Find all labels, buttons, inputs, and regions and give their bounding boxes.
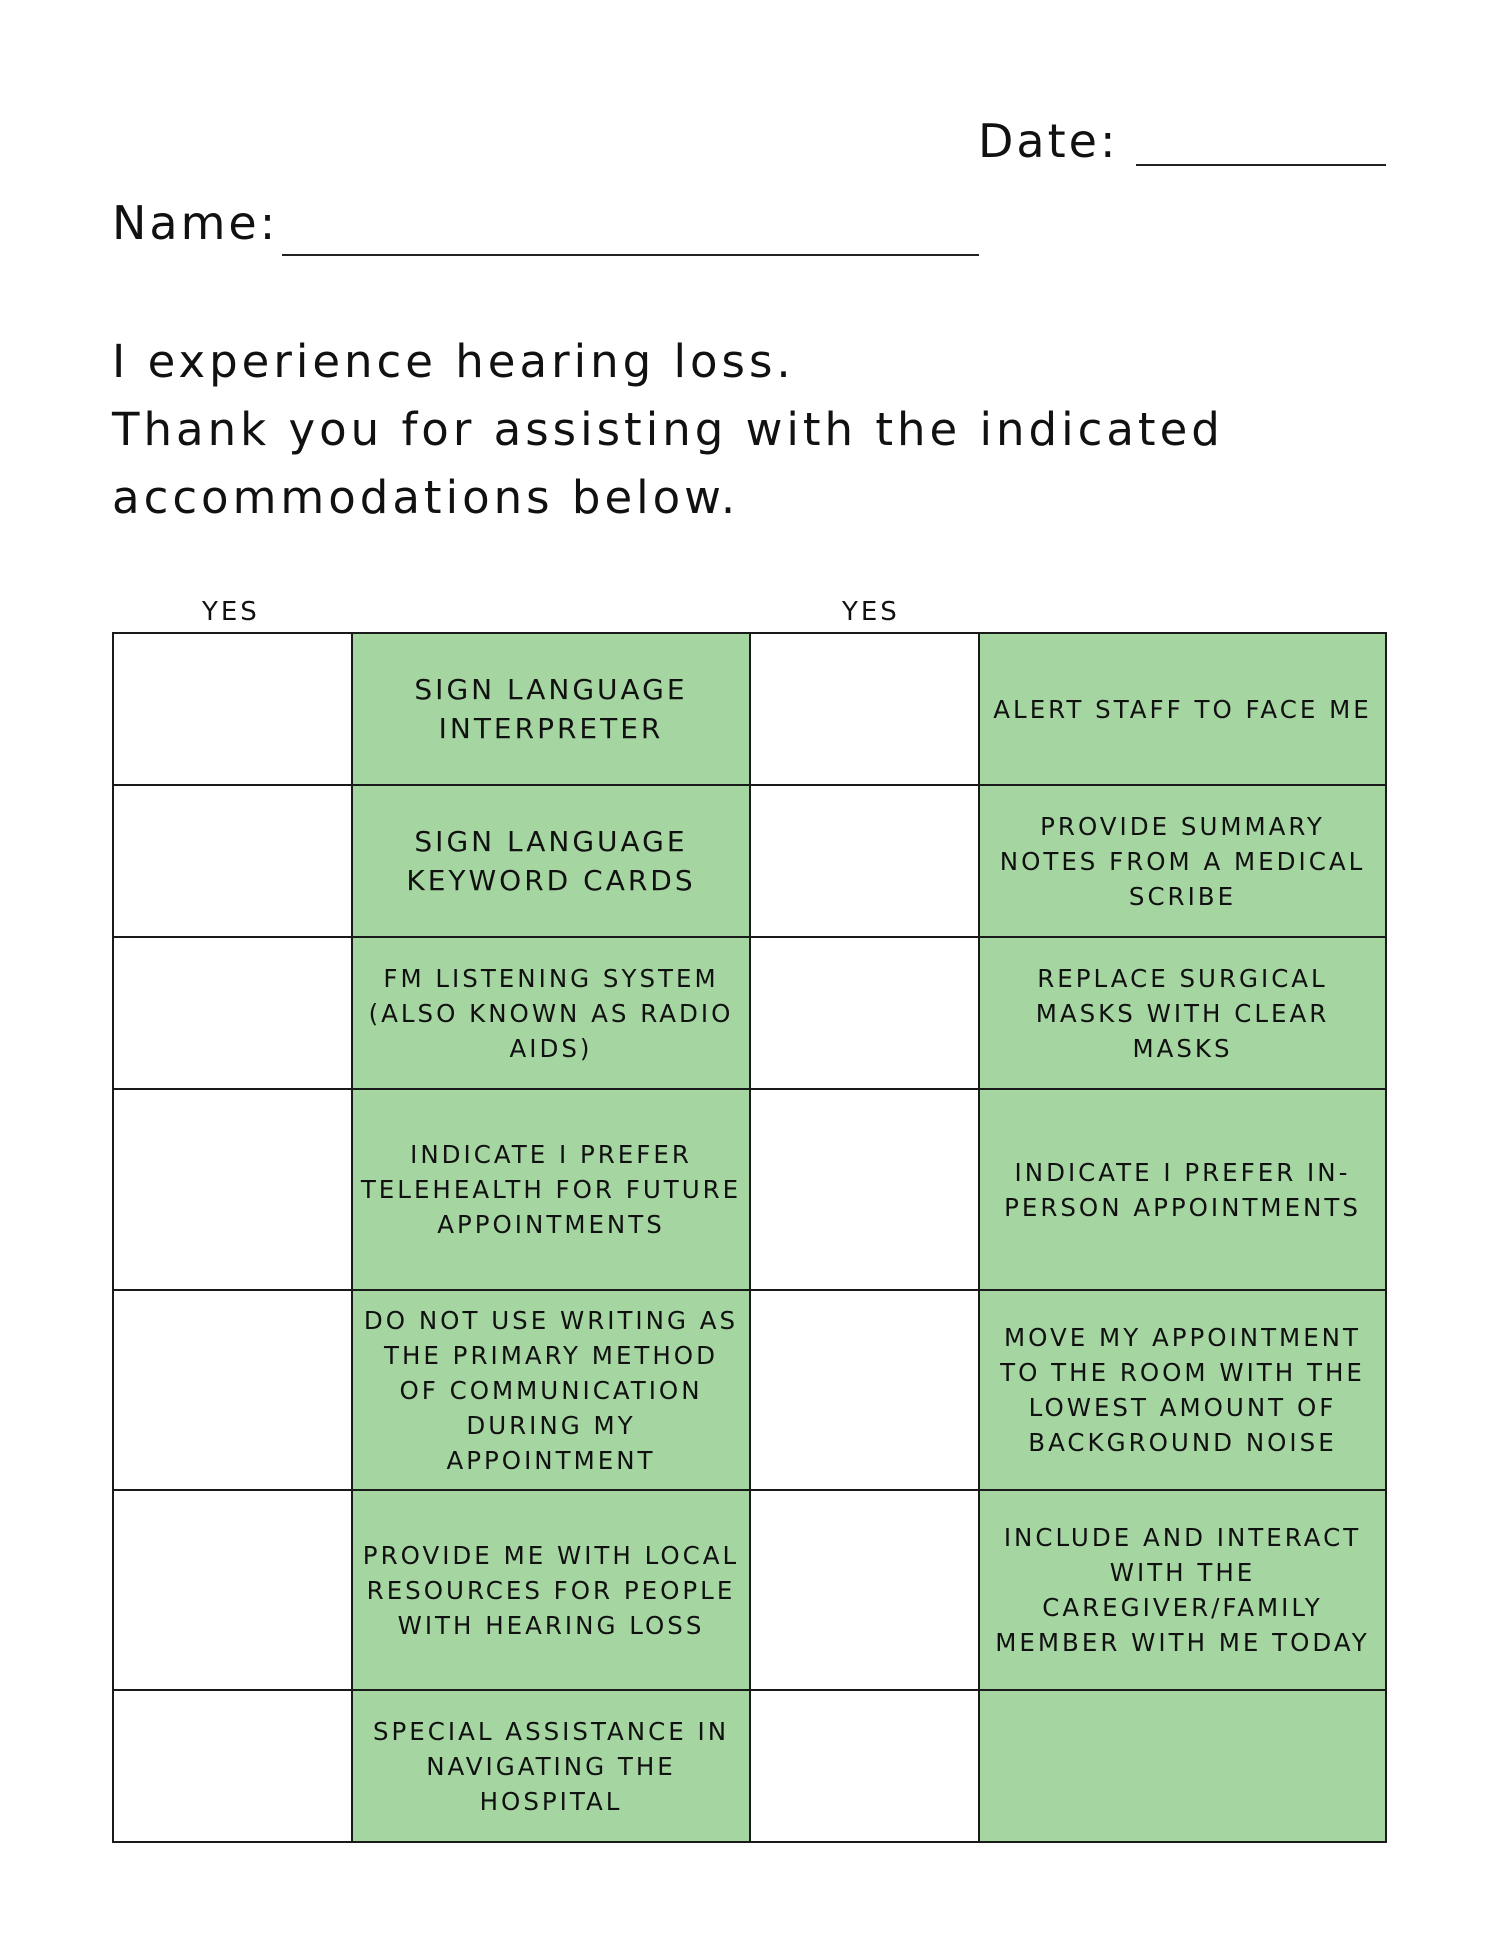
table-row xyxy=(113,1490,1386,1690)
checkbox-cell[interactable] xyxy=(113,937,352,1089)
table-row xyxy=(113,785,1386,937)
table-row xyxy=(113,633,1386,785)
name-blank-line[interactable] xyxy=(282,252,979,256)
table-row xyxy=(113,1089,1386,1290)
option-clear-masks: REPLACE SURGICAL MASKS WITH CLEAR MASKS xyxy=(979,937,1386,1089)
checkbox-cell[interactable] xyxy=(113,1089,352,1290)
checkbox-cell[interactable] xyxy=(750,1290,979,1490)
name-field xyxy=(112,196,979,250)
checkbox-cell[interactable] xyxy=(750,785,979,937)
name-label: Name: xyxy=(112,196,279,250)
checkbox-cell[interactable] xyxy=(750,937,979,1089)
date-field xyxy=(978,114,1386,168)
option-no-writing: DO NOT USE WRITING AS THE PRIMARY METHOD OF COMMUNICATION DURING MY APPOINTMENT xyxy=(352,1290,750,1490)
option-summary-notes: PROVIDE SUMMARY NOTES FROM A MEDICAL SCRIBE xyxy=(979,785,1386,937)
checkbox-cell[interactable] xyxy=(750,633,979,785)
yes-header-left: YES xyxy=(202,597,260,627)
accommodations-table xyxy=(112,632,1387,1843)
checkbox-cell[interactable] xyxy=(113,1490,352,1690)
intro-line-1: I experience hearing loss. xyxy=(112,335,795,388)
option-navigation-assistance: SPECIAL ASSISTANCE IN NAVIGATING THE HOSPITAL xyxy=(352,1690,750,1842)
checkbox-cell[interactable] xyxy=(113,1290,352,1490)
checkbox-cell[interactable] xyxy=(750,1490,979,1690)
option-quiet-room: MOVE MY APPOINTMENT TO THE ROOM WITH THE LOWEST AMOUNT OF BACKGROUND NOISE xyxy=(979,1290,1386,1490)
option-alert-staff: ALERT STAFF TO FACE ME xyxy=(979,633,1386,785)
option-sign-language-interpreter: SIGN LANGUAGE INTERPRETER xyxy=(352,633,750,785)
yes-header-right: YES xyxy=(842,597,900,627)
checkbox-cell[interactable] xyxy=(113,1690,352,1842)
table-row xyxy=(113,1290,1386,1490)
date-blank-line[interactable] xyxy=(1136,162,1386,166)
checkbox-cell[interactable] xyxy=(750,1690,979,1842)
checkbox-cell[interactable] xyxy=(750,1089,979,1290)
option-telehealth: INDICATE I PREFER TELEHEALTH FOR FUTURE APPOINTMENTS xyxy=(352,1089,750,1290)
option-caregiver: INCLUDE AND INTERACT WITH THE CAREGIVER/FAMILY MEMBER WITH ME TODAY xyxy=(979,1490,1386,1690)
table-row xyxy=(113,937,1386,1089)
intro-line-3: accommodations below. xyxy=(112,471,740,524)
checkbox-cell[interactable] xyxy=(113,633,352,785)
date-label: Date: xyxy=(978,114,1119,168)
table-row xyxy=(113,1690,1386,1842)
option-fm-listening: FM LISTENING SYSTEM (ALSO KNOWN AS RADIO AIDS) xyxy=(352,937,750,1089)
option-in-person: INDICATE I PREFER IN-PERSON APPOINTMENTS xyxy=(979,1089,1386,1290)
intro-line-2: Thank you for assisting with the indicated xyxy=(112,403,1224,456)
checkbox-cell[interactable] xyxy=(113,785,352,937)
option-empty xyxy=(979,1690,1386,1842)
option-keyword-cards: SIGN LANGUAGE KEYWORD CARDS xyxy=(352,785,750,937)
intro-text xyxy=(112,328,1392,532)
option-local-resources: PROVIDE ME WITH LOCAL RESOURCES FOR PEOPLE WITH HEARING LOSS xyxy=(352,1490,750,1690)
